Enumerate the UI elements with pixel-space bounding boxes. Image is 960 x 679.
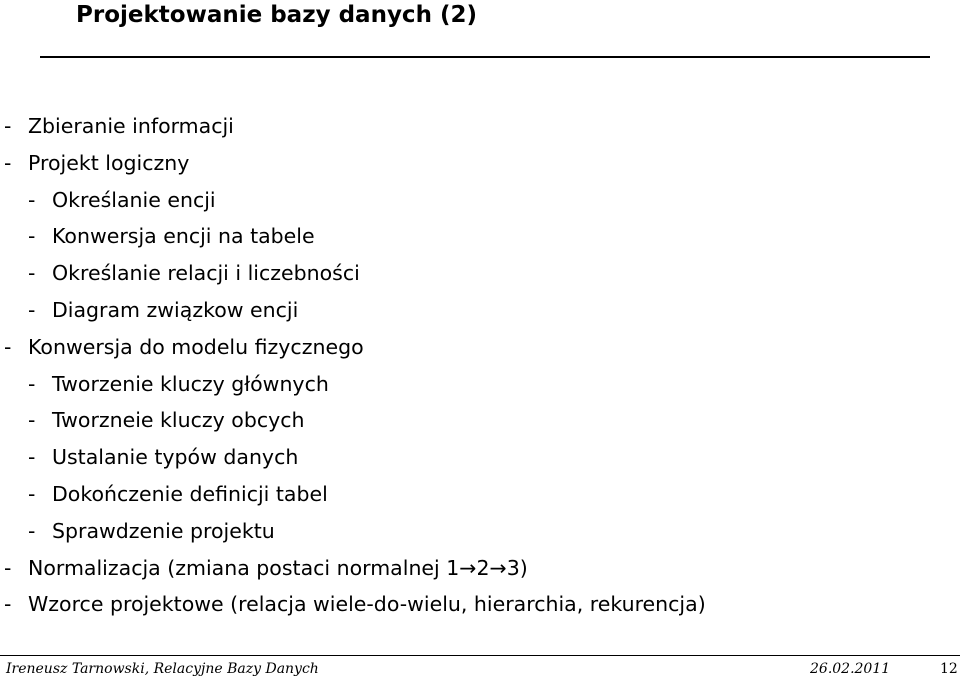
list-item <box>28 439 298 475</box>
bullet-dash: - <box>4 114 12 138</box>
list-item <box>28 182 216 218</box>
bullet-dash: - <box>28 482 36 506</box>
list-item <box>28 255 360 291</box>
bullet-dash: - <box>28 261 36 286</box>
list-item-text: Normalizacja (zmiana postaci normalnej 1→2→3) <box>28 555 528 580</box>
footer-author: Ireneusz Tarnowski, Relacyjne Bazy Danych <box>6 661 319 677</box>
bullet-dash: - <box>28 518 36 543</box>
list-item-text: Tworzenie kluczy głównych <box>52 371 329 396</box>
bullet-dash: - <box>4 555 12 580</box>
title-divider <box>40 56 930 58</box>
list-item-text: Określanie encji <box>52 187 216 212</box>
list-item-text: Wzorce projektowe (relacja wiele-do-wielu, hierarchia, rekurencja) <box>28 592 706 617</box>
bullet-dash: - <box>28 445 36 470</box>
list-item <box>28 292 298 328</box>
list-item <box>4 108 234 144</box>
list-item-text: Konwersja do modelu fizycznego <box>28 334 364 359</box>
list-item <box>4 586 706 622</box>
list-item-text: Zbieranie informacji <box>28 114 234 138</box>
list-item <box>28 218 315 254</box>
list-item <box>28 402 305 438</box>
footer-divider <box>0 655 960 656</box>
bullet-dash: - <box>4 592 12 617</box>
list-item-text: Diagram związkow encji <box>52 298 299 322</box>
list-item-text: Dokończenie definicji tabel <box>52 482 328 506</box>
list-item-text: Konwersja encji na tabele <box>52 224 315 249</box>
bullet-dash: - <box>28 298 36 322</box>
bullet-dash: - <box>28 187 36 212</box>
list-item <box>28 476 328 512</box>
bullet-dash: - <box>28 408 36 433</box>
list-item <box>4 145 189 181</box>
list-item <box>4 329 364 365</box>
bullet-dash: - <box>4 334 12 359</box>
bullet-dash: - <box>28 371 36 396</box>
list-item <box>28 366 329 402</box>
list-item <box>4 550 528 586</box>
list-item-text: Ustalanie typów danych <box>52 445 299 470</box>
page-number: 12 <box>940 661 958 677</box>
list-item-text: Projekt logiczny <box>28 150 190 175</box>
footer-date: 26.02.2011 <box>810 661 891 677</box>
slide-title: Projektowanie bazy danych (2) <box>76 2 477 28</box>
list-item-text: Tworzneie kluczy obcych <box>52 408 305 433</box>
bullet-dash: - <box>4 150 12 175</box>
bullet-dash: - <box>28 224 36 249</box>
list-item-text: Sprawdzenie projektu <box>52 518 275 543</box>
list-item <box>28 513 275 549</box>
list-item-text: Określanie relacji i liczebności <box>52 261 360 286</box>
